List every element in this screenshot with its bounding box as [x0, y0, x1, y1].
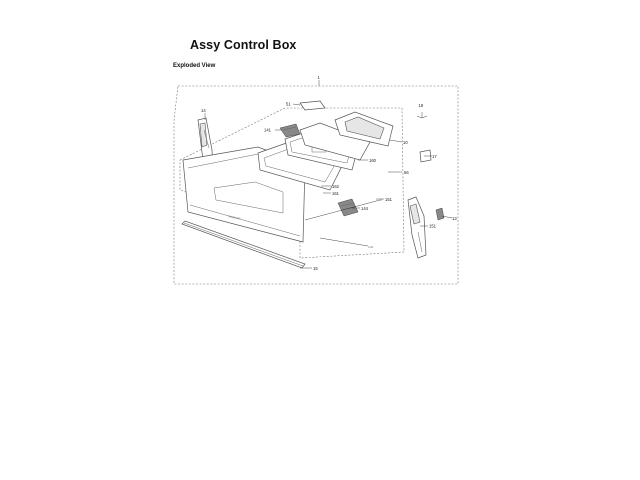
view-subtitle: Exploded View: [173, 63, 216, 69]
callout-13: 13: [452, 216, 457, 221]
page-title: Assy Control Box: [190, 38, 297, 52]
callout-151-right: 151: [429, 223, 436, 229]
callout-10: 10: [403, 140, 408, 145]
callout-56: 56: [404, 170, 409, 175]
callout-14-left: 14: [201, 108, 206, 113]
callout-1: 1: [317, 75, 320, 80]
switch-bracket-144: [338, 199, 358, 216]
callout-151-upper: 151: [385, 197, 392, 202]
callout-141: 141: [264, 127, 271, 133]
right-clip: [436, 208, 444, 220]
callout-18: 18: [418, 103, 424, 108]
callout-51: 51: [286, 101, 291, 107]
callout-161: 161: [332, 191, 339, 196]
right-end-bracket: [408, 197, 426, 258]
callout-17: 17: [432, 154, 437, 159]
svg-text:SAMSUNG: SAMSUNG: [227, 215, 241, 221]
screw-18: [417, 112, 427, 118]
callout-144: 144: [361, 206, 368, 211]
wire-harness: [300, 101, 325, 110]
svg-text:1441: 1441: [368, 246, 374, 249]
callout-162: 162: [332, 184, 339, 189]
callout-15: 15: [313, 266, 318, 271]
callout-160: 160: [369, 158, 376, 163]
